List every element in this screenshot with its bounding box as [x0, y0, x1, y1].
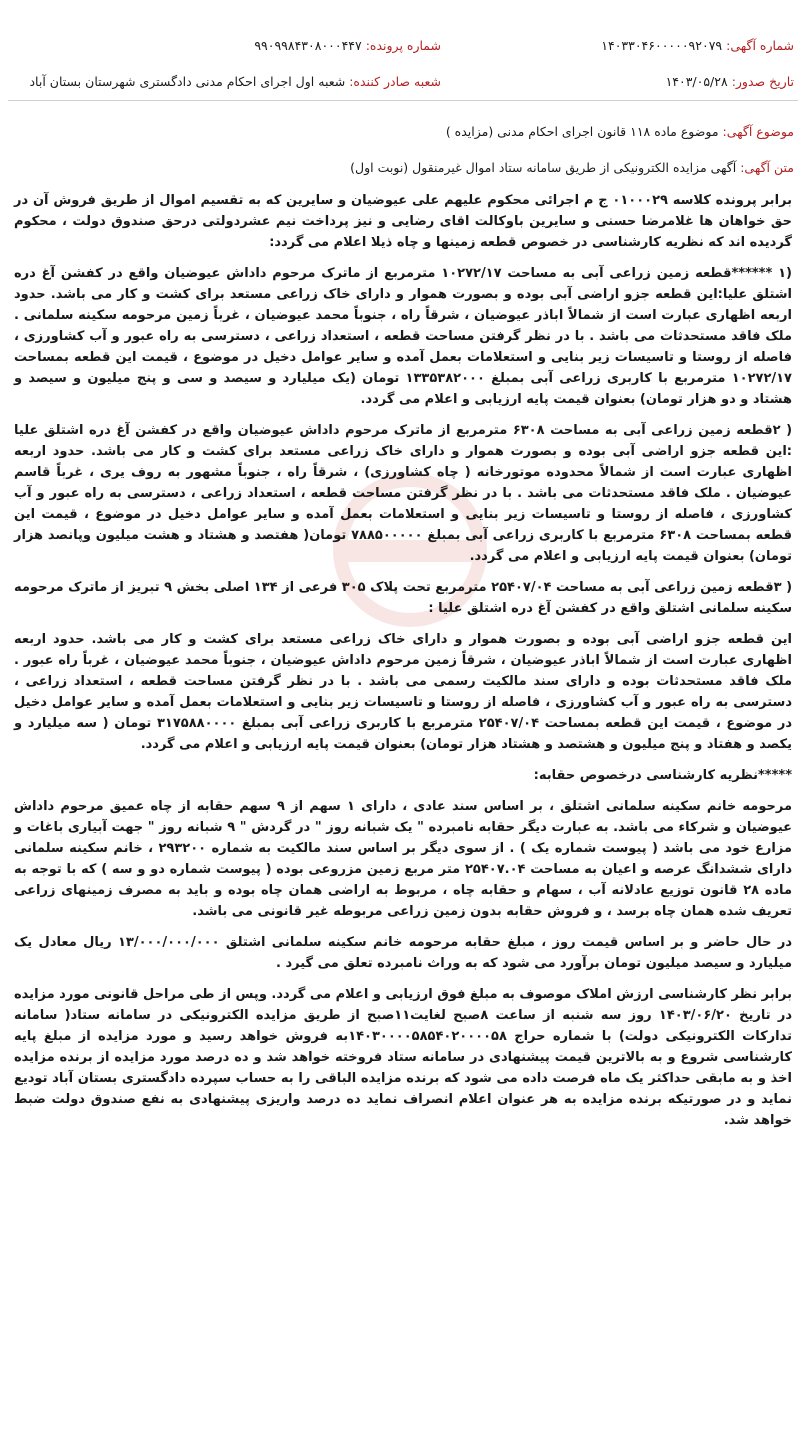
issue-date	[666, 74, 794, 89]
notice-text-value: آگهی مزایده الکترونیکی از طریق سامانه ستاد اموال غیرمنقول (نوبت اول)	[350, 160, 737, 175]
paragraph-auction-terms: برابر نظر کارشناسی ارزش املاک موصوف به مبلغ فوق ارزیابی و اعلام می گردد. وپس از طی مراحل قانونی مورد مزایده در تاریخ ۱۴۰۳/۰۶/۲۰ روز سه شنبه از ساعت ۸صبح لغایت۱۱صبح از طریق مزایده الکترونیکی در سامانه ستاد( سامانه تدارکات الکترونیکی دولت) با شماره حراج ۱۴۰۳۰۰۰۰۵۸۵۴۰۲۰۰۰۰۵۸به فروش خواهد رسید و مورد مزایده از مبلغ پایه کارشناسی شروع و به بالاترین قیمت پیشنهادی در سامانه ستاد فروخته خواهد شد و ده درصد مورد مزایده از برنده مزایده اخذ و به مابقی حداکثر یک ماه فرصت داده می شود که برنده مزایده الباقی را به حساب سپرده دادگستری بستان آباد تودیع نماید و در صورتیکه برنده مزایده به هر عنوان اعلام انصراف نماید ده درصد واریزی پیشنهادی به نفع صندوق دولت ضبط خواهد شد.	[14, 987, 792, 1128]
issue-date-value: ۱۴۰۳/۰۵/۲۸	[665, 74, 728, 89]
case-number	[254, 38, 441, 53]
paragraph-plot-1: (۱ ******قطعه زمین زراعی آبی به مساحت ۱۰۲۷۲/۱۷ مترمربع از ماترک مرحوم داداش عیوضیان واقع در کفشن آغ دره اشتلق علیا:این قطعه جزو اراضی آبی بوده و بصورت هموار و دارای خاک زراعی مستعد برای کشت و کار می باشد. حدود اربعه اظهاری عبارت است از شمالاً اباذر عیوضیان ، شرقاً راه ، جنوباً محمد عیوضیان ، غرباً زمین مرحومه سکینه سلمانی . ملک فاقد مستحدثات می باشد . با در نظر گرفتن مساحت قطعه ، استعداد زراعی ، دسترسی به راه عبور و آب کشاورزی ، فاصله از روستا و تاسیسات زیر بنایی و استعلامات بعمل آمده و سایر عوامل دخیل در موضوع ، قیمت این قطعه بمساحت ۱۰۲۷۲/۱۷ مترمربع با کاربری زراعی آبی بمبلغ ۱۳۳۵۳۸۲۰۰۰ تومان (یک میلیارد و سیصد و سی و پنج میلیون و سیصد و هشتاد و دو هزار تومان) بعنوان قیمت پایه ارزیابی و اعلام می گردد.	[14, 266, 792, 407]
paragraph-plot-2: ( ۲قطعه زمین زراعی آبی به مساحت ۶۳۰۸ مترمربع از ماترک مرحوم داداش عیوضیان واقع در کفشن آغ دره اشتلق علیا :این قطعه جزو اراضی آبی بوده و بصورت هموار و دارای خاک زراعی مستعد برای کشت و کار می باشد. حدود اربعه اظهاری عبارت است از شمالاً محدوده موتورخانه ( چاه کشاورزی) ، شرقاً راه ، جنوباً مشهور به روف یری ، غرباً قاسم عیوضیان . ملک فاقد مستحدثات می باشد . با در نظر گرفتن مساحت قطعه ، استعداد زراعی ، دسترسی به راه عبور و آب کشاورزی ، فاصله از روستا و تاسیسات زیر بنایی و استعلامات بعمل آمده و سایر عوامل دخیل در موضوع ، قیمت این قطعه بمساحت ۶۳۰۸ مترمربع با کاربری زراعی آبی بمبلغ ۷۸۸۵۰۰۰۰۰ تومان( هفتصد و هشتاد و هشت میلیون وپانصد هزار تومان) بعنوان قیمت پایه ارزیابی و اعلام می گردد.	[14, 423, 793, 564]
paragraph-water-rights-title: *****نظریه کارشناسی درخصوص حقابه:	[533, 768, 792, 783]
issuer-label: شعبه صادر کننده:	[349, 74, 441, 89]
issue-date-label: تاریخ صدور:	[731, 74, 794, 89]
notice-body	[14, 190, 792, 1141]
paragraph-water-rights: مرحومه خانم سکینه سلمانی اشتلق ، بر اساس سند عادی ، دارای ۱ سهم از ۹ سهم حقابه از چاه عمیق مرحوم داداش عیوضیان و شرکاء می باشد. به عبارت دیگر حقابه نامبرده " یک شبانه روز " در گردش " ۹ شبانه روز " جهت آبیاری باغات و مزارع خود می باشد ( پیوست شماره یک ) . از سوی دیگر بر اساس سند مالکیت به شماره ۲۹۳۲۰۰ ، خانم سکینه سلمانی دارای ششدانگ عرصه و اعیان به مساحت ۲۵۴۰۷.۰۴ متر مربع زمین مزروعی بوده ( پیوست شماره دو و سه ) که با توجه به ماده ۲۸ قانون توزیع عادلانه آب ، سهام و حقابه چاه ، مربوط به اراضی همان چاه بوده و باید به مصرف زمینهای زراعی تعریف شده همان چاه برسد ، و فروش حقابه بدون زمین زراعی مربوطه غیر قانونی می باشد.	[14, 799, 793, 919]
notice-subject	[446, 124, 794, 139]
notice-text-title	[350, 160, 794, 175]
case-number-value: ۹۹۰۹۹۸۴۳۰۸۰۰۰۴۴۷	[254, 38, 362, 53]
notice-number-value: ۱۴۰۳۳۰۴۶۰۰۰۰۰۹۲۰۷۹	[601, 38, 723, 53]
paragraph-plot-3-title: ( ۳قطعه زمین زراعی آبی به مساحت ۲۵۴۰۷/۰۴ مترمربع تحت پلاک ۳۰۵ فرعی از ۱۳۴ اصلی بخش ۹ تبریز از ماترک مرحومه سکینه سلمانی اشتلق واقع در کفشن آغ دره اشتلق علیا :	[14, 580, 793, 616]
issuer	[29, 74, 441, 89]
notice-subject-value: موضوع ماده ۱۱۸ قانون اجرای احکام مدنی (مزایده )	[445, 124, 719, 139]
issuer-value: شعبه اول اجرای احکام مدنی دادگستری شهرستان بستان آباد	[29, 74, 346, 89]
paragraph-water-rights-price: در حال حاضر و بر اساس قیمت روز ، مبلغ حقابه مرحومه خانم سکینه سلمانی اشتلق ۱۳/۰۰۰/۰۰۰/۰۰۰ ریال معادل یک میلیارد و سیصد میلیون تومان برآورد می شود که به وراث نامبرده تعلق می گیرد .	[14, 935, 792, 971]
paragraph-plot-3-details: این قطعه جزو اراضی آبی بوده و بصورت هموار و دارای خاک زراعی مستعد برای کشت و کار می باشد. حدود اربعه اظهاری عبارت است از شمالاً اباذر عیوضیان ، شرقاً زمین مرحوم داداش عیوضیان ، جنوباً محمد عیوضیان ، غرباً راه عبور . ملک فاقد مستحدثات بوده و دارای سند مالکیت رسمی می باشد . با در نظر گرفتن مساحت قطعه ، استعداد زراعی ، دسترسی به راه عبور و آب کشاورزی ، فاصله از روستا و تاسیسات زیر بنایی و استعلامات بعمل آمده و سایر عوامل دخیل در موضوع ، قیمت این قطعه بمساحت ۲۵۴۰۷/۰۴ مترمربع با کاربری زراعی آبی بمبلغ ۳۱۷۵۸۸۰۰۰۰ تومان ( سه میلیارد و یکصد و هفتاد و پنج میلیون و هشتصد و هشتاد هزار تومان) بعنوان قیمت پایه ارزیابی و اعلام می گردد.	[14, 632, 792, 752]
notice-subject-label: موضوع آگهی:	[722, 124, 794, 139]
header-divider	[8, 100, 798, 101]
paragraph-intro: برابر پرونده کلاسه ۰۱۰۰۰۲۹ ج م اجرائی محکوم علیهم علی عیوضیان و سایرین که به تقسیم اموال از طریق فروش آن در حق خواهان ها غلامرضا حسنی و سایرین باوکالت اقای رضایی و نیز پرداخت نیم عشردولتی درحق صندوق دولت ، محکوم گردیده اند که نظریه کارشناسی در خصوص قطعه زمینها و چاه ذیلا اعلام می گردد:	[14, 193, 792, 250]
notice-number	[601, 38, 794, 53]
case-number-label: شماره پرونده:	[365, 38, 441, 53]
notice-number-label: شماره آگهی:	[726, 38, 794, 53]
notice-text-label: متن آگهی:	[740, 160, 794, 175]
